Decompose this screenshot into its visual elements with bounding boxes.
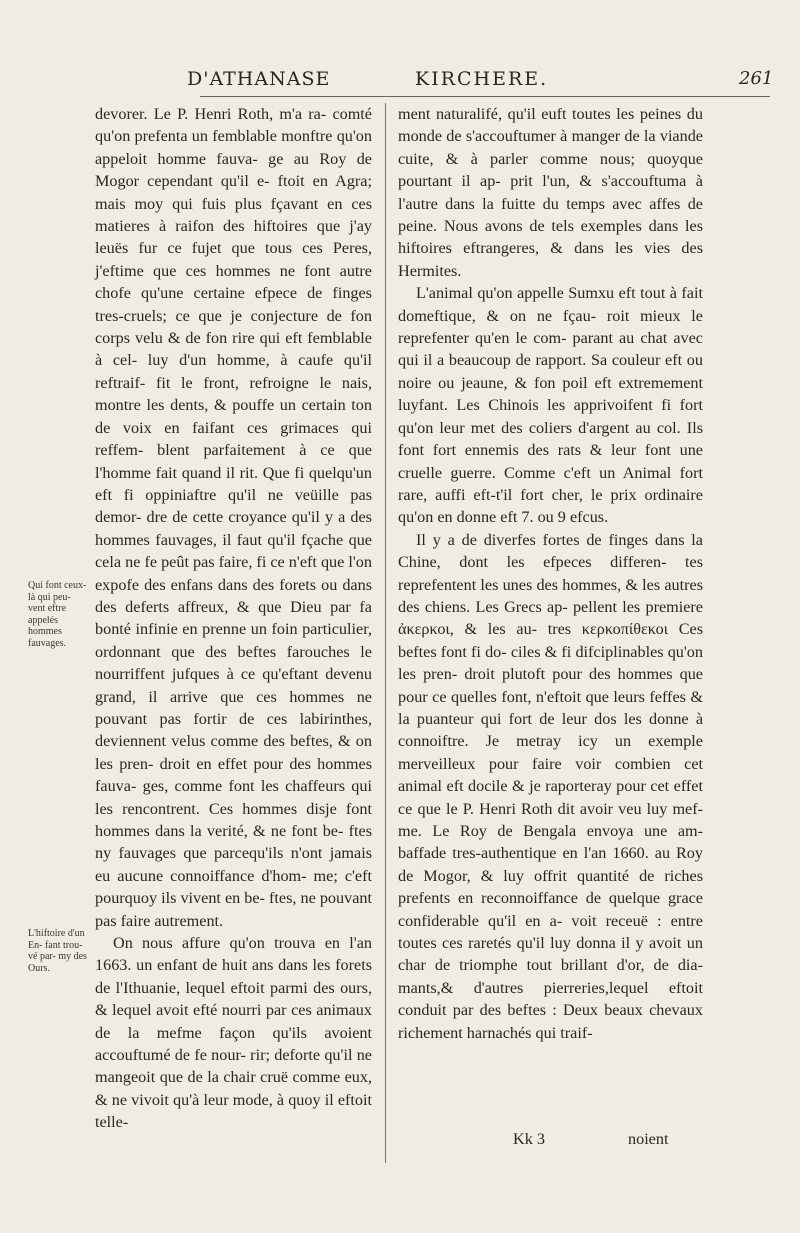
- header-left: D'ATHANASE: [187, 68, 331, 90]
- page-number: 261: [739, 68, 774, 89]
- left-column: [95, 103, 372, 1134]
- header-right: KIRCHERE.: [415, 68, 549, 90]
- signature-mark: Kk 3: [513, 1130, 545, 1148]
- column-divider: [385, 103, 386, 1163]
- running-header: [0, 68, 800, 98]
- margin-note-1: Qui font ceux-là qui peu- vent eftre appelés hommes fauvages.: [28, 580, 87, 649]
- catchword: noient: [628, 1130, 669, 1148]
- right-paragraph-3: Il y a de diverfes fortes de finges dans la Chine, dont les efpeces differen- tes reprefentent les unes des hommes, & les autres des chiens. Les Grecs ap- pellent les premiere ἀκερκοι, & les au- tres κερκοπίθεκοι Ces beftes font fi do- ciles & fi difciplinables qu'on les pren- droit plutoft pour des hommes que pour ce quelles font, n'eftoit que leurs feffes & la puanteur qui fort de leur dos les donne à connoiftre. Je metray icy un exemple merveilleux pour faire voir combien cet animal eft docile & je raporteray pour cet effet ce que le P. Henri Roth dit avoir veu luy mef- me. Le Roy de Bengala envoya une am- baffade tres-authentique en l'an 1660. au Roy de Mogor, & luy offrit quantité de riches prefents en reconnoiffance de quelque grace confiderable qu'il en a- voit receuë : entre toutes ces raretés qu'il luy donna il y avoit un char de triomphe tout brillant d'or, de dia- mants,& d'autres pierreries,lequel eftoit conduit par des beftes : Deux beaux chevaux richement harnachés qui traif-: [398, 530, 703, 1042]
- margin-note-2: L'hiftoire d'un En- fant trou- vé par- my des Ours.: [28, 928, 87, 974]
- left-paragraph-1: devorer. Le P. Henri Roth, m'a ra- comté qu'on prefenta un femblable monftre qu'on appeloit homme fauva- ge au Roy de Mogor cependant qu'il e- ftoit en Agra; mais moy qui fuis plus fçavant en ces matieres à raifon des hiftoires que j'ay leuës fur ce fujet que tous ces Peres, j'eftime que ces hommes ne font autre chofe qu'une certaine efpece de finges tres-cruels; ce que je conjecture de fon corps velu & de fon rire qui eft femblable à cel- luy d'un homme, à caufe qu'il reftraif- fit le front, refroigne le nais, montre les dents, & pouffe un certain ton de voix en faifant ces grimaces qui reffem- blent parfaitement à ce que l'homme fait quand il rit. Que fi quelqu'un eft fi oppiniaftre qu'il ne veüille pas demor- dre de cette croyance qu'il y a des hommes fauvages, il faut qu'il fçache que cela ne fe peût pas faire, fi ce n'eft que l'on expofe des enfans dans des forets ou dans des deferts affreux, & que Dieu par fa bonté infinie en prenne un foin particulier, ordonnant que des beftes farouches le nourriffent jufques à ce qu'eftant devenu grand, il arrive que ces hommes ne pouvant pas fortir de ces labirinthes, deviennent velus comme des beftes, & on les pren- droit en effet pour des hommes fauva- ges, comme font les chaffeurs qui les rencontrent. Ces hommes disje font hommes dans la verité, & ne font be- ftes ny fauvages que parcequ'ils n'ont jamais eu aucune connoiffance d'hom- me; c'eft pourquoy ils vivent en be- ftes, ne pouvant pas faire autrement.: [95, 105, 372, 930]
- header-rule: [200, 96, 770, 97]
- right-paragraph-1: ment naturalifé, qu'il euft toutes les peines du monde de s'accouftumer à manger de la viande cuite, & à parler comme nous; quoyque pourtant il ap- prit l'un, & s'accouftuma à l'autre dans la fuitte du temps avec affes de peine. Nous avons de tels exemples dans les hiftoires eftrangeres, & dans les vies des Hermites.: [398, 105, 703, 280]
- right-column: [398, 103, 703, 1044]
- left-paragraph-2: On nous affure qu'on trouva en l'an 1663. un enfant de huit ans dans les forets de l'Ithuanie, lequel eftoit parmi des ours, & lequel avoit efté nourri par ces animaux de la mefme façon qu'ils avoient accouftumé de fe nour- rir; deforte qu'il ne mangeoit que de la chair cruë comme eux, & ne vivoit qu'à leur mode, à quoy il eftoit telle-: [95, 934, 372, 1132]
- right-paragraph-2: L'animal qu'on appelle Sumxu eft tout à fait domeftique, & on ne fçau- roit mieux le reprefenter qu'en le com- parant au chat avec qui il a beaucoup de rapport. Sa couleur eft ou noire ou jeaune, & fon poil eft extremement luyfant. Les Chinois les apprivoifent fi fort qu'on leur met des coliers d'argent au col. Ils font fort ennemis des rats & leur font une cruelle guerre. Comme c'eft un Animal fort rare, auffi eft-t'il fort cher, le prix ordinaire qu'on en donne eft 7. ou 9 efcus.: [398, 284, 703, 527]
